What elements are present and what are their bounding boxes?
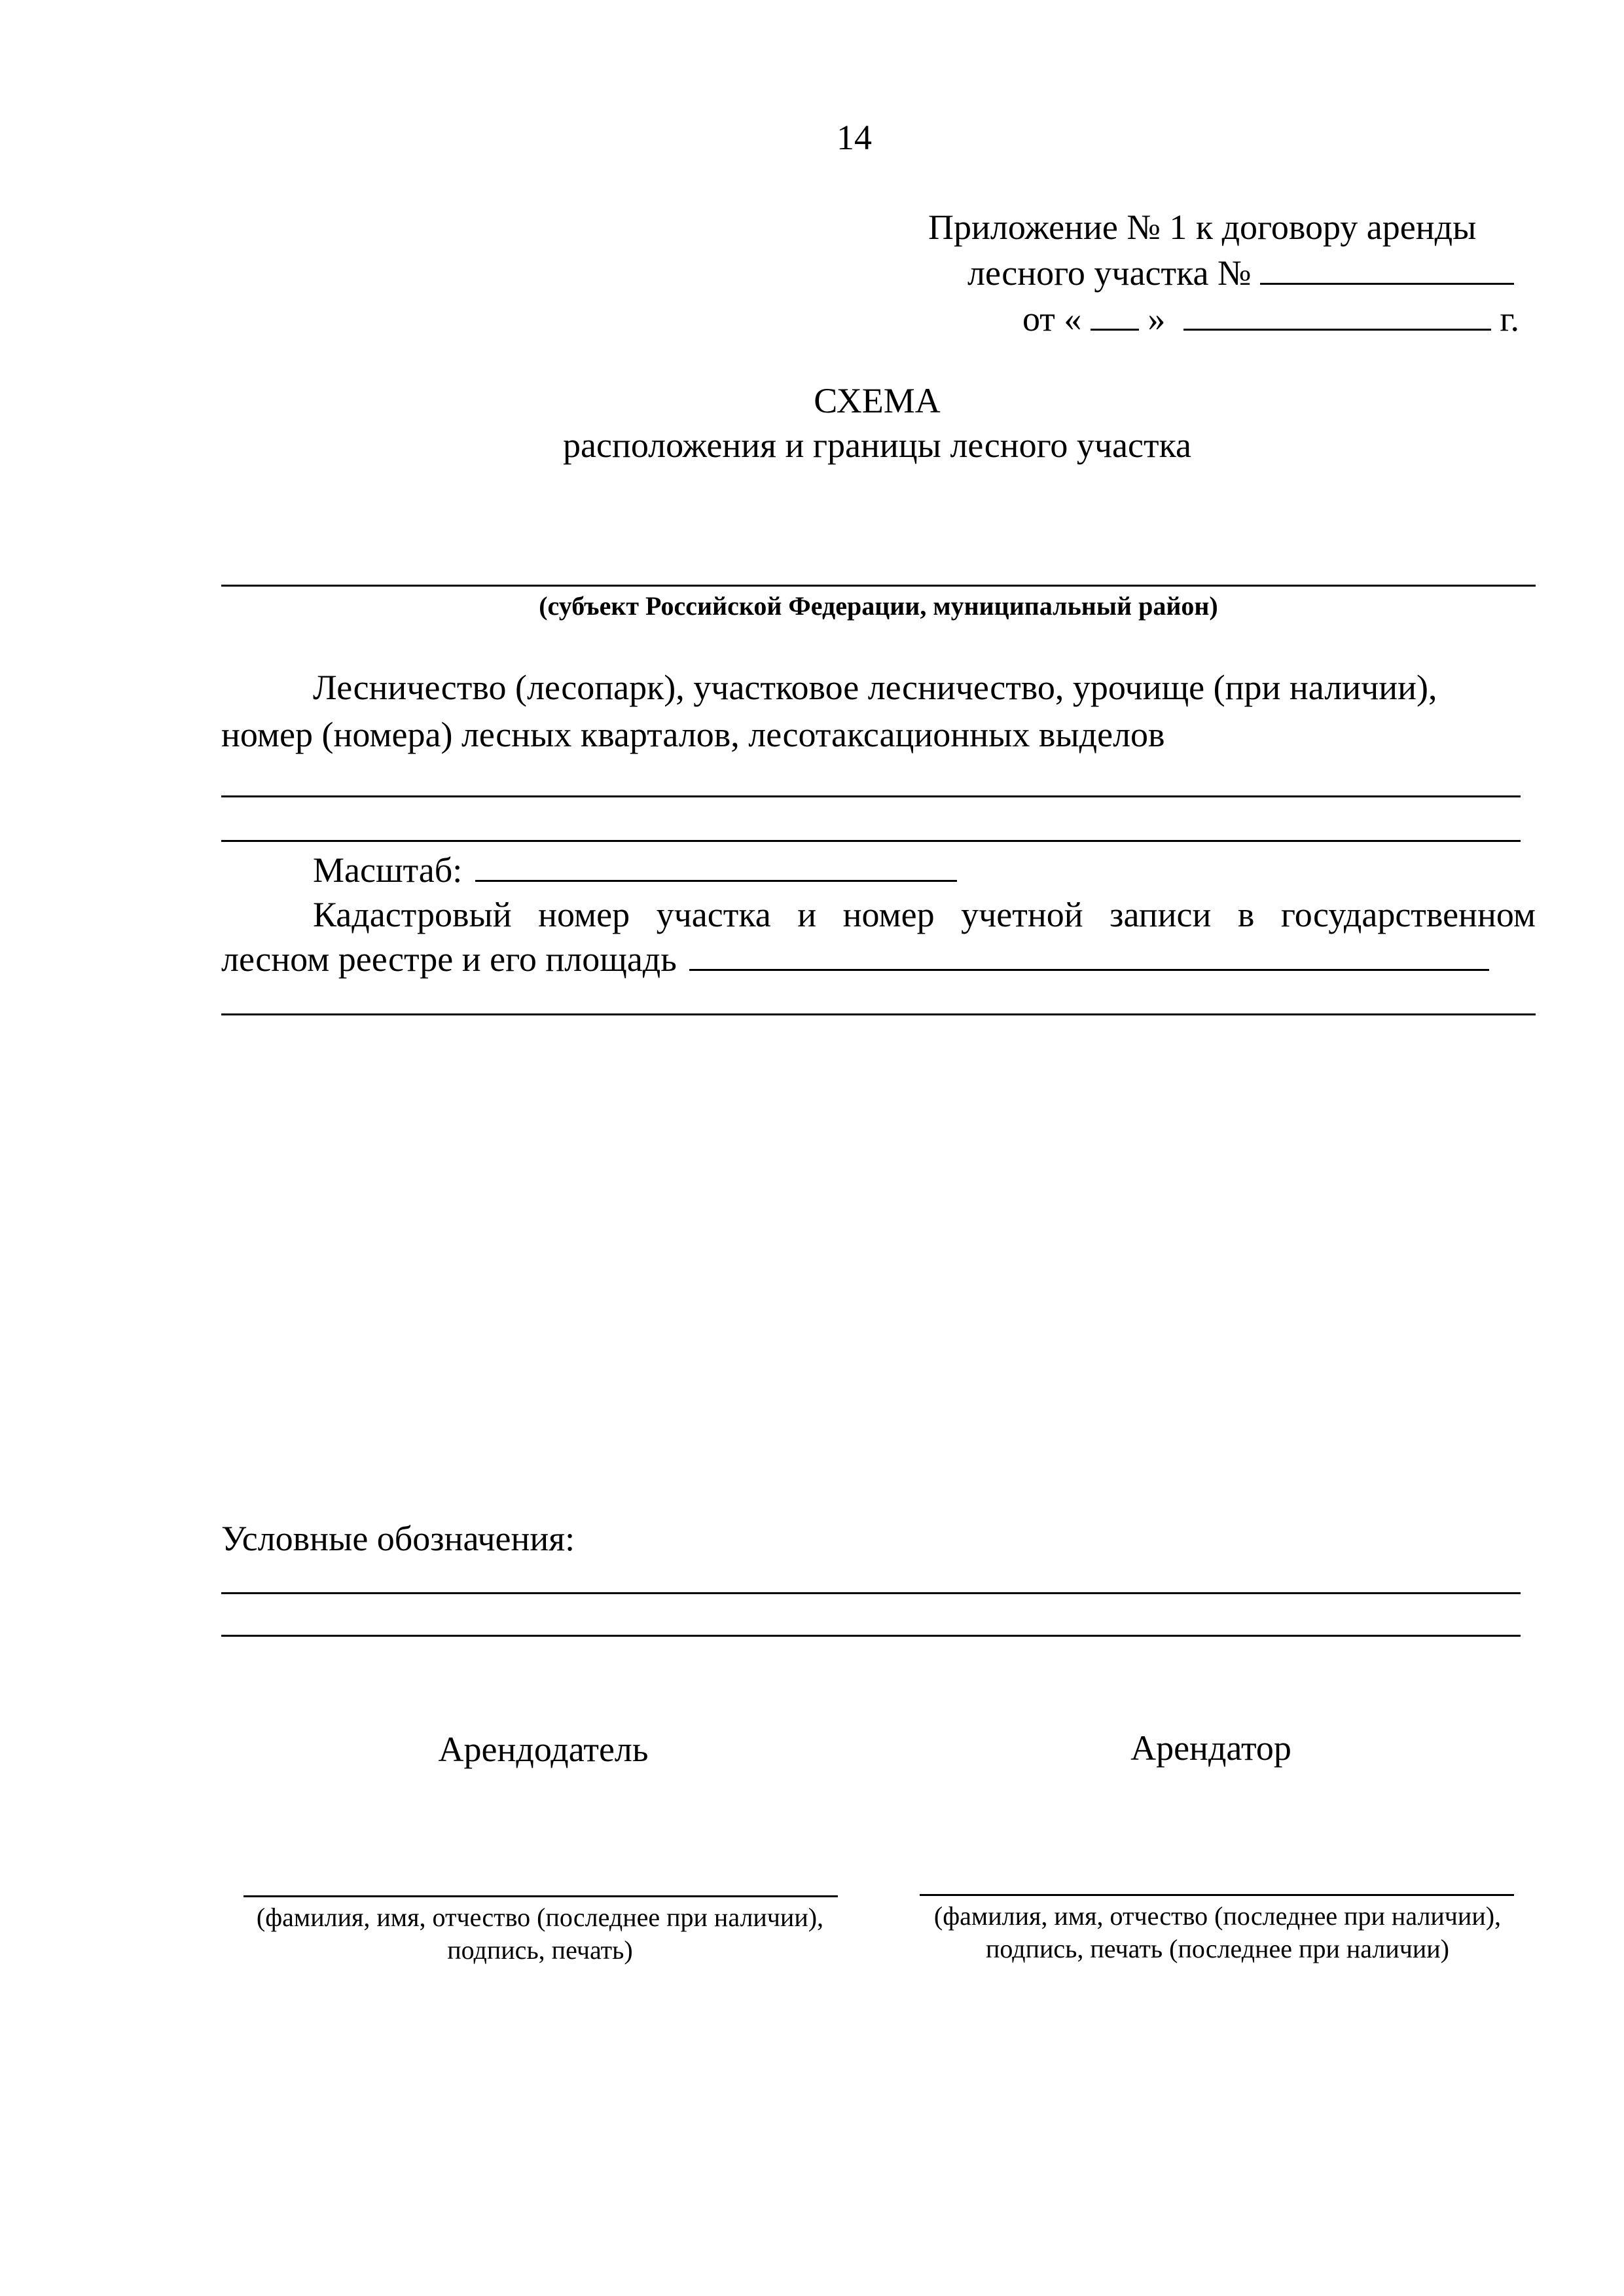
forestry-blank-line-2[interactable] xyxy=(221,840,1521,842)
forestry-blank-line-1[interactable] xyxy=(221,795,1521,797)
legend-blank-line-2[interactable] xyxy=(221,1635,1521,1637)
date-prefix: от « xyxy=(1022,299,1082,338)
cadastre-text-line-1: Кадастровый номер участка и номер учетной записи в государственном xyxy=(313,895,1536,934)
lessor-caption-line-2: подпись, печать) xyxy=(447,1935,633,1965)
subject-line[interactable] xyxy=(221,585,1536,587)
cadastre-area-blank[interactable] xyxy=(689,940,1489,971)
appendix-line-1: Приложение № 1 к договору аренды xyxy=(928,208,1477,247)
date-month-year-blank[interactable] xyxy=(1183,300,1491,331)
contract-number-blank[interactable] xyxy=(1260,254,1514,285)
date-quote-close: » xyxy=(1147,299,1166,338)
date-day-blank[interactable] xyxy=(1091,300,1139,331)
page-number: 14 xyxy=(837,118,872,157)
cadastre-text-line-2: лесном реестре и его площадь xyxy=(221,939,677,979)
appendix-contract-label: лесного участка № xyxy=(967,253,1252,293)
legend-blank-line-1[interactable] xyxy=(221,1592,1521,1594)
forestry-text-line-1: Лесничество (лесопарк), участковое лесничество, урочище (при наличии), xyxy=(313,668,1437,707)
appendix-line-3 xyxy=(1022,298,1519,340)
lessor-signature-line[interactable] xyxy=(244,1895,838,1897)
lessee-signature-line[interactable] xyxy=(920,1894,1514,1896)
lessor-title: Арендодатель xyxy=(438,1730,649,1769)
scale-label: Масштаб: xyxy=(313,850,463,890)
subject-caption: (субъект Российской Федерации, муниципальный район) xyxy=(539,591,1218,621)
cadastre-row-2 xyxy=(221,938,1489,980)
document-title: СХЕМА xyxy=(814,381,941,420)
cadastre-blank-line[interactable] xyxy=(221,1013,1536,1015)
scale-row xyxy=(313,849,957,891)
lessee-title: Арендатор xyxy=(1130,1728,1291,1768)
forestry-text-line-2: номер (номера) лесных кварталов, лесотаксационных выделов xyxy=(221,715,1165,754)
legend-label: Условные обозначения: xyxy=(221,1519,575,1558)
lessee-caption-line-2: подпись, печать (последнее при наличии) xyxy=(985,1934,1449,1963)
document-subtitle: расположения и границы лесного участка xyxy=(563,426,1191,465)
date-year-suffix: г. xyxy=(1500,299,1519,338)
appendix-line-2 xyxy=(967,252,1514,294)
scale-blank[interactable] xyxy=(475,851,957,882)
lessee-caption-line-1: (фамилия, имя, отчество (последнее при наличии), xyxy=(933,1901,1502,1931)
lessor-caption-line-1: (фамилия, имя, отчество (последнее при наличии), xyxy=(256,1903,824,1932)
